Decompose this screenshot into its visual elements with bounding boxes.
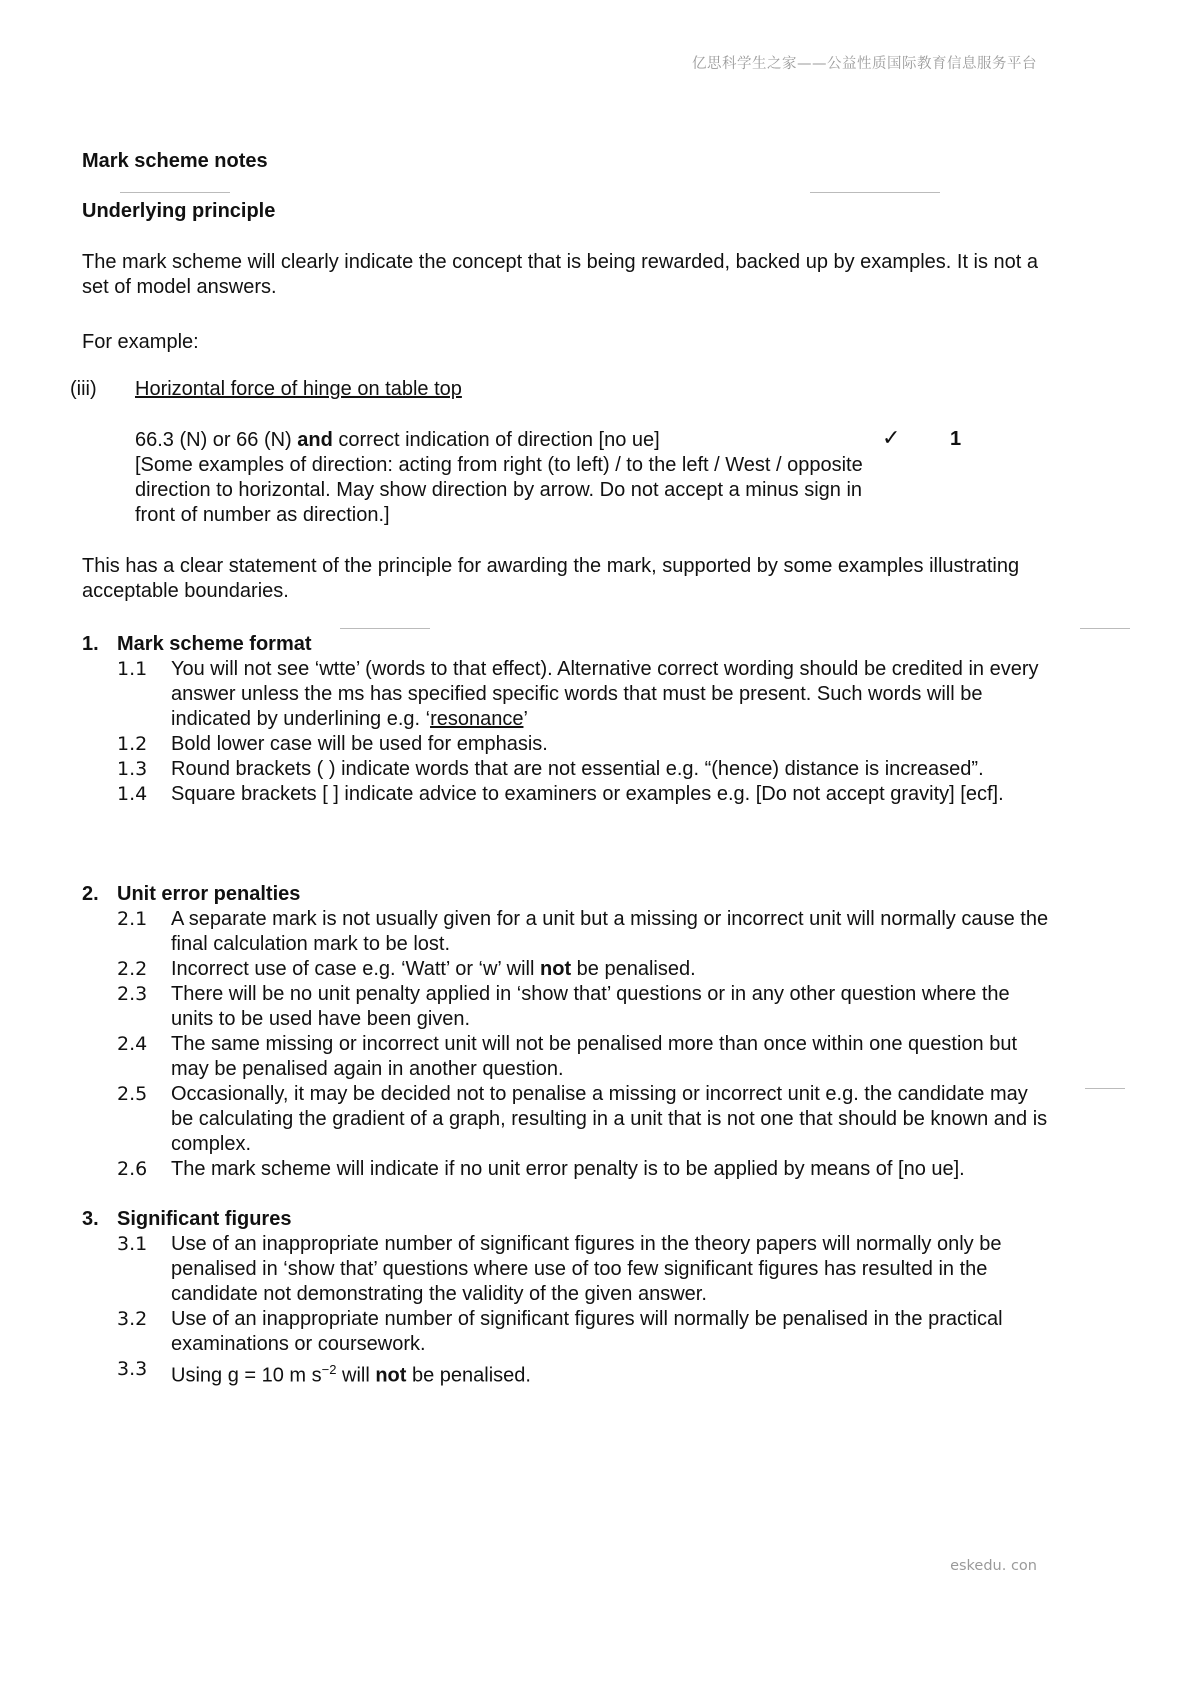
principle-text: The mark scheme will clearly indicate the concept that is being rewarded, backed up by examples. It is not a set of model answers. [82, 251, 1039, 298]
list-item: 3.3 Using g = 10 m $s^{-2}$ will not be penalised. [117, 1358, 531, 1387]
footer-watermark: eskedu. con [950, 1558, 1037, 1574]
summary-text: This has a clear statement of the principle for awarding the mark, supported by some examples illustrating acceptable boundaries. [82, 555, 1020, 602]
section-mark-scheme-format [82, 632, 1062, 807]
section-heading: 1. Mark scheme format [82, 633, 312, 655]
example-note: [Some examples of direction: acting from right (to left) / to the left / West / opposite direction to horizontal. May show direction by arrow. Do not accept a minus sign in front of number as direction.] [135, 454, 863, 526]
scan-speck [120, 192, 230, 193]
list-item: 2.4 The same missing or incorrect unit will not be penalised more than once within one question but may be penalised again in another question. [117, 1033, 1018, 1080]
list-item: 2.2 Incorrect use of case e.g. ‘Watt’ or ‘w’ will not be penalised. [117, 958, 696, 980]
list-item: 3.1 Use of an inappropriate number of significant figures in the theory papers will normally only be penalised in ‘show that’ questions where use of too few significant figures has resulted in the candidate not demonstrating the validity of the given answer. [117, 1233, 1002, 1305]
example-body [135, 428, 875, 528]
example-title: Horizontal force of hinge on table top [135, 378, 462, 400]
list-item: 2.6 The mark scheme will indicate if no unit error penalty is to be applied by means of [no ue]. [117, 1158, 965, 1180]
section-heading: 3. Significant figures [82, 1208, 292, 1230]
example-label: (iii) [70, 378, 97, 400]
scan-speck [1085, 1088, 1125, 1089]
section-heading: 2. Unit error penalties [82, 883, 301, 905]
list-item: 1.2 Bold lower case will be used for emphasis. [117, 733, 548, 755]
list-item: 2.1 A separate mark is not usually given for a unit but a missing or incorrect unit will normally cause the final calculation mark to be lost. [117, 908, 1049, 955]
list-item: 2.3 There will be no unit penalty applied in ‘show that’ questions or in any other question where the units to be used have been given. [117, 983, 1010, 1030]
section-significant-figures [82, 1207, 1062, 1389]
check-mark-icon: ✓ [882, 426, 901, 451]
header-watermark: 亿思科学生之家——公益性质国际教育信息服务平台 [692, 56, 1037, 72]
list-item: 1.3 Round brackets ( ) indicate words that are not essential e.g. “(hence) distance is increased”. [117, 758, 984, 780]
list-item: 2.5 Occasionally, it may be decided not to penalise a missing or incorrect unit e.g. the candidate may be calculating the gradient of a graph, resulting in a unit that is not one that should be known and is complex. [117, 1083, 1048, 1155]
list-item: 1.1 You will not see ‘wtte’ (words to that effect). Alternative correct wording should be credited in every answer unless the ms has specified specific words that must be present. Such words will be indicated by underlining e.g. ‘resonance’ [117, 658, 1039, 730]
list-item: 3.2 Use of an inappropriate number of significant figures will normally be penalised in the practical examinations or coursework. [117, 1308, 1003, 1355]
for-example-label: For example: [82, 331, 199, 353]
scan-speck [810, 192, 940, 193]
example-answer: 66.3 (N) or 66 (N) and correct indication of direction [no ue] [135, 429, 660, 451]
page-title: Mark scheme notes [82, 150, 268, 172]
section-unit-error-penalties [82, 882, 1062, 1182]
scan-speck [340, 628, 430, 629]
example-mark: 1 [950, 428, 962, 450]
scan-speck [1080, 628, 1130, 629]
list-item: 1.4 Square brackets [ ] indicate advice to examiners or examples e.g. [Do not accept gravity] [ecf]. [117, 783, 1004, 805]
principle-heading: Underlying principle [82, 200, 276, 222]
